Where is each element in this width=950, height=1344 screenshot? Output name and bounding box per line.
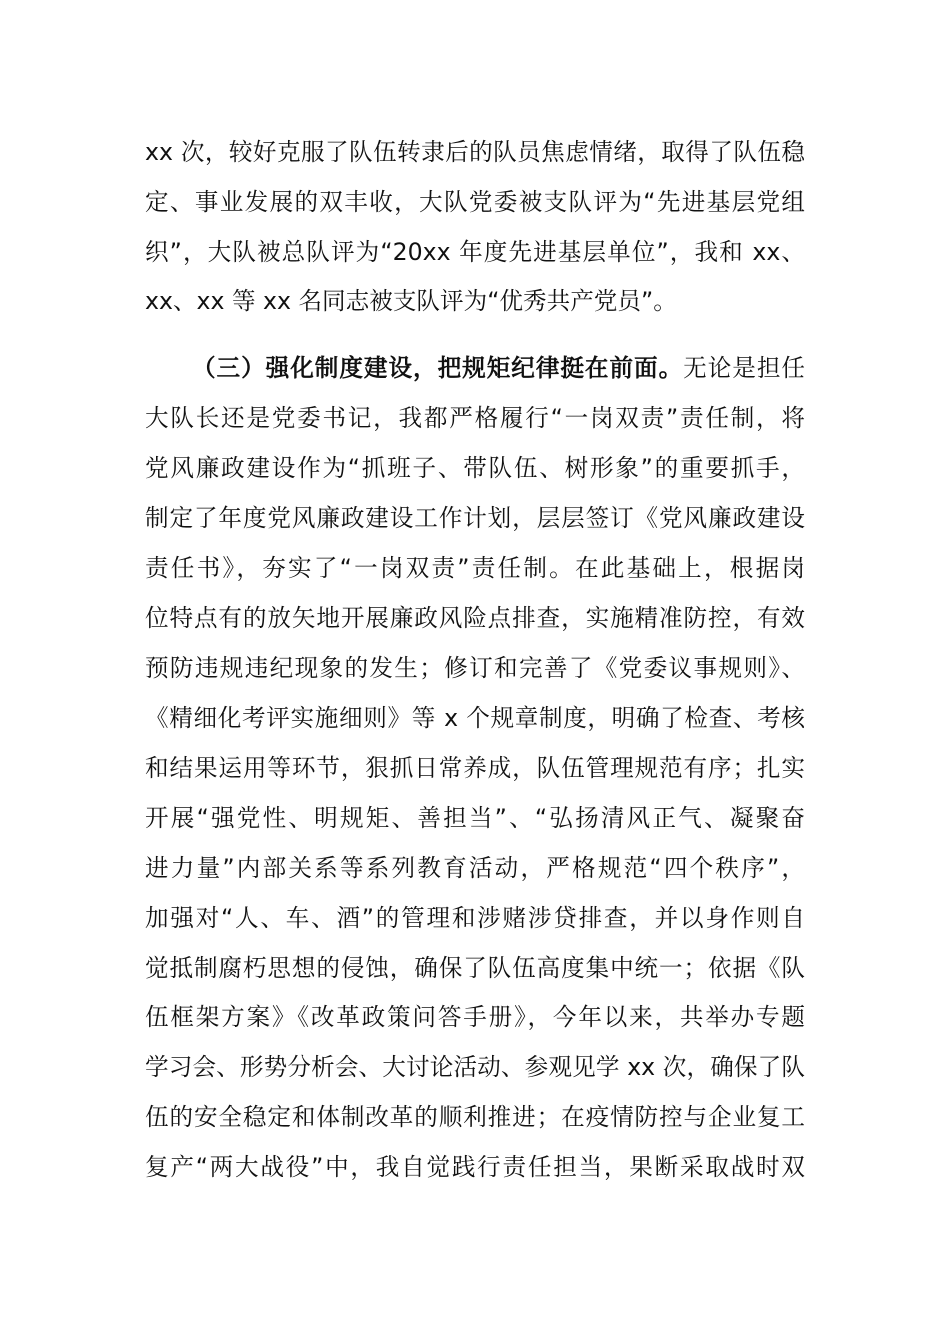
paragraph-2-line-9: 和结果运用等环节，狠抓日常养成，队伍管理规范有序；扎实 <box>145 754 805 782</box>
paragraph-2-line-8: 《精细化考评实施细则》等 x 个规章制度，明确了检查、考核 <box>145 704 805 732</box>
paragraph-1-line-4: xx、xx 等 xx 名同志被支队评为“优秀共产党员”。 <box>145 287 677 315</box>
paragraph-1-line-3: 织”，大队被总队评为“20xx 年度先进基层单位”，我和 xx、 <box>145 238 805 266</box>
paragraph-2-line-14: 伍框架方案》《改革政策问答手册》，今年以来，共举办专题 <box>145 1003 805 1031</box>
paragraph-2-line-1-rest: 无论是担任 <box>683 354 805 382</box>
paragraph-2-line-17: 复产“两大战役”中，我自觉践行责任担当，果断采取战时双 <box>145 1153 805 1181</box>
paragraph-2-line-5: 责任书》，夯实了“一岗双责”责任制。在此基础上，根据岗 <box>145 554 805 582</box>
paragraph-2-line-3: 党风廉政建设作为“抓班子、带队伍、树形象”的重要抓手， <box>145 454 805 482</box>
paragraph-2-line-7: 预防违规违纪现象的发生；修订和完善了《党委议事规则》、 <box>145 654 805 682</box>
paragraph-2-line-4: 制定了年度党风廉政建设工作计划，层层签订《党风廉政建设 <box>145 504 805 532</box>
paragraph-1-line-1: xx 次，较好克服了队伍转隶后的队员焦虑情绪，取得了队伍稳 <box>145 138 805 166</box>
paragraph-2-line-12: 加强对“人、车、酒”的管理和涉赌涉贷排查，并以身作则自 <box>145 904 805 932</box>
paragraph-1-line-2: 定、事业发展的双丰收，大队党委被支队评为“先进基层党组 <box>145 188 805 216</box>
paragraph-2-line-2: 大队长还是党委书记，我都严格履行“一岗双责”责任制，将 <box>145 404 805 432</box>
paragraph-2-line-11: 进力量”内部关系等系列教育活动，严格规范“四个秩序”， <box>145 854 805 882</box>
section-heading: （三）强化制度建设，把规矩纪律挺在前面。 <box>192 354 684 382</box>
paragraph-2-line-10: 开展“强党性、明规矩、善担当”、“弘扬清风正气、凝聚奋 <box>145 804 805 832</box>
paragraph-2-line-13: 觉抵制腐朽思想的侵蚀，确保了队伍高度集中统一；依据《队 <box>145 954 805 982</box>
paragraph-2-line-15: 学习会、形势分析会、大讨论活动、参观见学 xx 次，确保了队 <box>145 1053 805 1081</box>
paragraph-2-line-1 <box>192 343 805 393</box>
paragraph-2-line-16: 伍的安全稳定和体制改革的顺利推进；在疫情防控与企业复工 <box>145 1103 805 1131</box>
paragraph-2-line-6: 位特点有的放矢地开展廉政风险点排查，实施精准防控，有效 <box>145 604 805 632</box>
